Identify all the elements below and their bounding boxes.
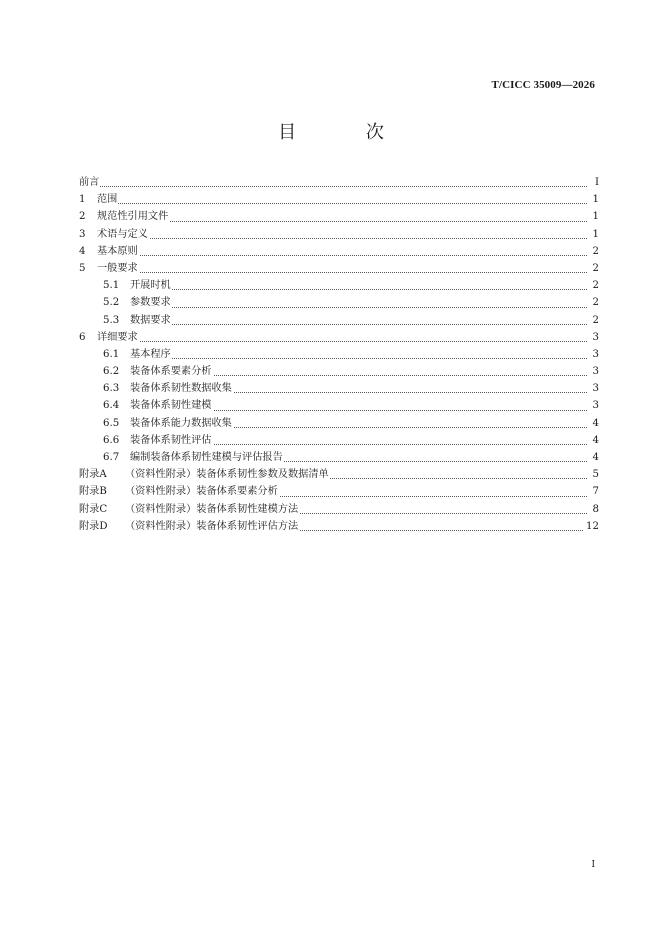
toc-entry-number: 6.2 — [103, 366, 120, 378]
toc-entry-label: 编制装备体系韧性建模与评估报告 — [130, 452, 283, 463]
toc-entry-text — [79, 194, 118, 205]
toc-entry-number: 5 — [79, 262, 86, 274]
toc-entry-page: 3 — [591, 329, 599, 346]
toc-entry-number: 6 — [79, 331, 86, 343]
toc-entry-page: 2 — [591, 243, 599, 260]
toc-entry-text — [79, 246, 139, 257]
toc-leader-dots — [79, 272, 587, 273]
toc-entry[interactable] — [103, 449, 599, 466]
toc-entry-label: 前言 — [79, 177, 100, 188]
toc-entry-label: 基本程序 — [130, 348, 171, 360]
toc-entry-label: 规范性引用文件 — [97, 211, 169, 223]
table-of-contents — [79, 174, 599, 535]
toc-entry[interactable] — [79, 208, 599, 225]
toc-entry-text — [79, 229, 149, 240]
toc-entry-page: 3 — [591, 346, 599, 363]
toc-entry-page: 3 — [591, 380, 599, 397]
toc-entry-number: 附录C — [79, 503, 108, 515]
toc-entry-label: 详细要求 — [97, 331, 138, 343]
toc-entry[interactable] — [103, 277, 599, 294]
toc-entry[interactable] — [103, 312, 599, 329]
toc-entry-number: 3 — [79, 228, 86, 240]
toc-entry-page: 4 — [591, 432, 599, 449]
toc-entry-page: I — [593, 174, 599, 191]
toc-entry-label: （资料性附录）装备体系韧性评估方法 — [125, 520, 299, 532]
toc-entry-page: 1 — [591, 191, 599, 208]
toc-entry-label: 装备体系要素分析 — [130, 366, 212, 378]
toc-entry-text — [103, 349, 172, 360]
toc-entry[interactable] — [79, 518, 599, 535]
toc-entry-number: 1 — [79, 194, 86, 206]
toc-entry[interactable] — [79, 483, 599, 500]
toc-entry-page: 2 — [591, 260, 599, 277]
toc-entry-text — [103, 280, 172, 291]
toc-entry[interactable] — [79, 191, 599, 208]
toc-entry-page: 1 — [591, 208, 599, 225]
toc-entry-number: 6.4 — [103, 400, 120, 412]
toc-entry-page: 3 — [591, 363, 599, 380]
toc-entry[interactable] — [79, 501, 599, 518]
toc-leader-dots — [103, 324, 587, 325]
page-title: 目 次 — [278, 122, 416, 143]
toc-entry[interactable] — [103, 415, 599, 432]
toc-entry-text — [79, 504, 299, 515]
toc-entry-number: 附录A — [79, 469, 107, 481]
toc-entry-label: 基本原则 — [97, 245, 138, 257]
page-number: I — [591, 860, 595, 870]
toc-entry[interactable] — [103, 346, 599, 363]
toc-entry-page: 2 — [591, 294, 599, 311]
toc-entry-text — [103, 297, 172, 308]
toc-entry-page: 7 — [591, 483, 599, 500]
toc-entry-label: 数据要求 — [130, 314, 171, 326]
document-number: T/CICC 35009—2026 — [491, 79, 595, 91]
toc-entry-page: 2 — [591, 277, 599, 294]
toc-leader-dots — [79, 186, 587, 187]
toc-entry[interactable] — [79, 260, 599, 277]
toc-entry-label: 装备体系韧性建模 — [130, 400, 212, 412]
toc-entry-number: 4 — [79, 245, 86, 257]
toc-entry[interactable] — [79, 243, 599, 260]
toc-leader-dots — [79, 255, 587, 256]
toc-entry-page: 4 — [591, 449, 599, 466]
toc-entry-label: 参数要求 — [130, 297, 171, 309]
toc-entry[interactable] — [103, 432, 599, 449]
toc-entry-label: 装备体系能力数据收集 — [130, 417, 232, 429]
toc-entry[interactable] — [79, 329, 599, 346]
toc-entry[interactable] — [103, 294, 599, 311]
toc-entry-text — [103, 366, 213, 377]
toc-entry-text — [79, 469, 330, 480]
toc-entry-page: 1 — [591, 226, 599, 243]
toc-entry-text — [103, 315, 172, 326]
toc-entry[interactable] — [79, 174, 599, 191]
toc-entry-label: 术语与定义 — [97, 228, 148, 240]
toc-leader-dots — [103, 358, 587, 359]
toc-leader-dots — [79, 203, 587, 204]
toc-leader-dots — [103, 289, 587, 290]
toc-entry-text — [79, 177, 100, 188]
toc-entry-text — [103, 400, 213, 411]
toc-entry-number: 6.7 — [103, 452, 120, 463]
toc-entry-label: （资料性附录）装备体系韧性建模方法 — [125, 503, 299, 515]
toc-entry[interactable] — [79, 226, 599, 243]
toc-entry-page: 8 — [591, 501, 599, 518]
toc-entry-number: 附录D — [79, 520, 108, 532]
toc-entry-page: 2 — [591, 312, 599, 329]
toc-entry-number: 6.5 — [103, 417, 120, 429]
toc-entry-number: 5.2 — [103, 297, 120, 309]
toc-entry-page: 12 — [584, 518, 599, 535]
toc-entry-label: 开展时机 — [130, 280, 171, 292]
toc-entry-number: 附录B — [79, 486, 107, 498]
toc-entry-label: 装备体系韧性评估 — [130, 434, 212, 446]
toc-entry-label: 装备体系韧性数据收集 — [130, 383, 232, 395]
toc-entry-number: 2 — [79, 211, 86, 223]
toc-entry-text — [79, 486, 279, 497]
toc-entry-text — [103, 383, 233, 394]
toc-entry[interactable] — [103, 397, 599, 414]
toc-entry-page: 4 — [591, 415, 599, 432]
toc-entry-text — [103, 435, 213, 446]
toc-entry-number: 5.3 — [103, 314, 120, 326]
toc-entry-text — [103, 418, 233, 429]
toc-entry-text — [103, 452, 284, 463]
toc-entry-number: 6.6 — [103, 434, 120, 446]
toc-entry-text — [79, 521, 299, 532]
toc-leader-dots — [103, 307, 587, 308]
toc-entry-text — [79, 332, 139, 343]
toc-entry-text — [79, 263, 139, 274]
toc-entry-label: （资料性附录）装备体系韧性参数及数据清单 — [125, 469, 329, 481]
toc-entry-label: 一般要求 — [97, 262, 138, 274]
toc-entry-label: 范围 — [97, 194, 118, 206]
toc-entry-number: 6.3 — [103, 383, 120, 395]
toc-leader-dots — [79, 341, 587, 342]
toc-entry-page: 5 — [591, 466, 599, 483]
toc-entry-label: （资料性附录）装备体系要素分析 — [125, 486, 278, 498]
toc-entry[interactable] — [103, 363, 599, 380]
toc-entry[interactable] — [79, 466, 599, 483]
toc-entry-number: 6.1 — [103, 348, 120, 360]
toc-leader-dots — [79, 238, 587, 239]
toc-entry-number: 5.1 — [103, 280, 120, 292]
toc-entry-page: 3 — [591, 397, 599, 414]
toc-entry-text — [79, 211, 169, 222]
toc-entry[interactable] — [103, 380, 599, 397]
